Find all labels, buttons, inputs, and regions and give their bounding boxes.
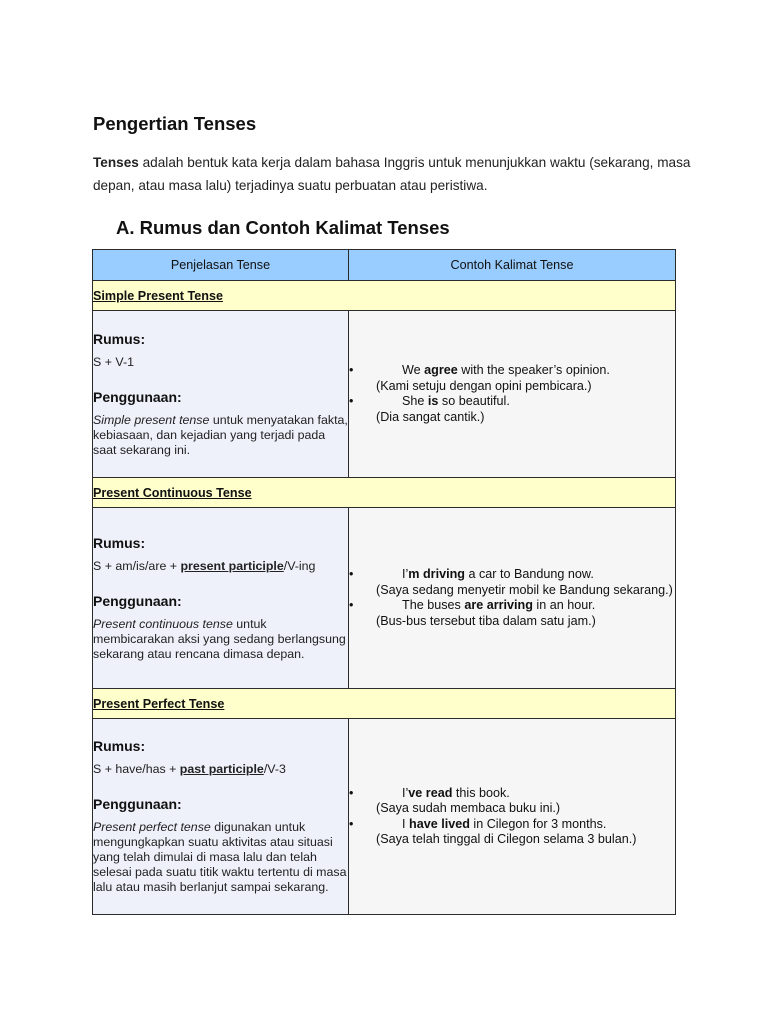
- example-post: with the speaker’s opinion.: [457, 363, 610, 377]
- list-item: [349, 786, 675, 817]
- formula-bold: past participle: [179, 762, 264, 776]
- example-pre: I’: [402, 567, 409, 581]
- bullet-icon: •: [349, 394, 354, 408]
- formula-pre: S + am/is/are +: [93, 558, 181, 573]
- example-pre: We: [402, 363, 425, 377]
- tense-detail-row: [93, 508, 676, 689]
- example-pre: I: [402, 816, 409, 831]
- penggunaan-label: Penggunaan:: [93, 388, 182, 405]
- example-sentence: [376, 817, 606, 831]
- tense-detail-row: [93, 311, 676, 478]
- example-post: so beautiful.: [438, 394, 510, 408]
- example-translation: (Bus-bus tersebut tiba dalam satu jam.): [376, 613, 596, 628]
- example-sentence: [376, 598, 595, 612]
- section-title: A. Rumus dan Contoh Kalimat Tenses: [116, 217, 450, 238]
- usage-body: untuk menyatakan fakta, kebiasaan, dan kejadian yang terjadi pada saat sekarang ini.: [93, 412, 348, 457]
- formula: [93, 762, 348, 776]
- example-translation: (Saya sudah membaca buku ini.): [376, 801, 561, 815]
- example-verb: is: [427, 394, 439, 408]
- formula-post: /V-3: [263, 762, 286, 776]
- tense-examples-cell: [349, 508, 676, 689]
- rumus-label: Rumus:: [93, 534, 146, 551]
- table-header-row: [93, 250, 676, 281]
- tense-examples-cell: [349, 719, 676, 915]
- example-sentence: [376, 786, 510, 800]
- bullet-icon: •: [349, 816, 354, 831]
- formula-text: S + V-1: [93, 354, 134, 369]
- usage-body: untuk membicarakan aksi yang sedang berlangsung sekarang atau rencana dimasa depan.: [93, 616, 346, 661]
- example-translation: (Saya telah tinggal di Cilegon selama 3 bulan.): [376, 832, 637, 846]
- example-sentence: [376, 567, 594, 581]
- list-item: [349, 363, 675, 394]
- list-item: [349, 598, 675, 629]
- penggunaan-label: Penggunaan:: [93, 796, 182, 812]
- formula-pre: S + have/has +: [93, 762, 180, 776]
- header-penjelasan: Penjelasan Tense: [93, 250, 349, 281]
- penggunaan-label: Penggunaan:: [93, 592, 182, 609]
- intro-text: adalah bentuk kata kerja dalam bahasa Inggris untuk menunjukkan waktu (sekarang, masa depan, atau masa lalu) terjadinya suatu perbuatan atau peristiwa.: [93, 155, 691, 193]
- list-item: [349, 817, 675, 848]
- usage-text: [93, 413, 348, 458]
- header-contoh: Contoh Kalimat Tense: [349, 250, 676, 281]
- example-translation: (Saya sedang menyetir mobil ke Bandung sekarang.): [376, 582, 673, 597]
- formula-post: /V-ing: [283, 558, 316, 573]
- tense-explanation-cell: [93, 508, 349, 689]
- rumus-label: Rumus:: [93, 330, 146, 347]
- tense-examples-cell: [349, 311, 676, 478]
- tense-title-row: [93, 281, 676, 311]
- bullet-icon: •: [349, 567, 354, 581]
- example-pre: She: [402, 394, 428, 408]
- tense-name-present-continuous: Present Continuous Tense: [93, 478, 676, 508]
- tense-title-row: [93, 478, 676, 508]
- page-title: Pengertian Tenses: [93, 113, 257, 134]
- example-list: [349, 363, 675, 425]
- formula: [93, 559, 348, 573]
- example-translation: (Kami setuju dengan opini pembicara.): [376, 378, 592, 393]
- list-item: [349, 567, 675, 598]
- formula-bold: present participle: [180, 558, 284, 573]
- example-sentence: [376, 363, 610, 377]
- tense-name-simple-present: Simple Present Tense: [93, 281, 676, 311]
- intro-paragraph: [93, 151, 693, 197]
- example-post: a car to Bandung now.: [464, 567, 594, 581]
- list-item: [349, 394, 675, 425]
- example-post: in Cilegon for 3 months.: [469, 816, 607, 831]
- example-verb: ve read: [408, 785, 453, 800]
- example-verb: have lived: [409, 816, 470, 831]
- tense-explanation-cell: [93, 719, 349, 915]
- usage-text: [93, 820, 348, 895]
- usage-italic: Present continuous tense: [93, 616, 233, 631]
- usage-text: [93, 617, 348, 662]
- bullet-icon: •: [349, 363, 354, 377]
- bullet-icon: •: [349, 785, 354, 800]
- example-list: [349, 567, 675, 629]
- formula: [93, 355, 348, 369]
- example-verb: agree: [424, 363, 458, 377]
- example-verb: m driving: [408, 567, 465, 581]
- tense-title-row: [93, 689, 676, 719]
- rumus-label: Rumus:: [93, 738, 146, 754]
- example-post: in an hour.: [532, 598, 596, 612]
- tense-explanation-cell: [93, 311, 349, 478]
- intro-bold-word: Tenses: [93, 155, 139, 170]
- example-pre: The buses: [402, 598, 465, 612]
- tenses-table: [92, 249, 676, 915]
- example-pre: I’: [402, 785, 409, 800]
- usage-body: digunakan untuk mengungkapkan suatu aktivitas atau situasi yang telah dimulai di masa lalu dan telah selesai pada suatu titik waktu tertentu di masa lalu atau masih berlanjut sampai sekarang.: [93, 820, 347, 894]
- example-post: this book.: [452, 785, 510, 800]
- usage-italic: Present perfect tense: [93, 820, 211, 834]
- example-list: [349, 786, 675, 848]
- example-sentence: [376, 394, 510, 408]
- tense-name-present-perfect: Present Perfect Tense: [93, 689, 676, 719]
- bullet-icon: •: [349, 598, 354, 612]
- tense-detail-row: [93, 719, 676, 915]
- example-verb: are arriving: [464, 598, 533, 612]
- example-translation: (Dia sangat cantik.): [376, 409, 485, 424]
- usage-italic: Simple present tense: [93, 412, 210, 427]
